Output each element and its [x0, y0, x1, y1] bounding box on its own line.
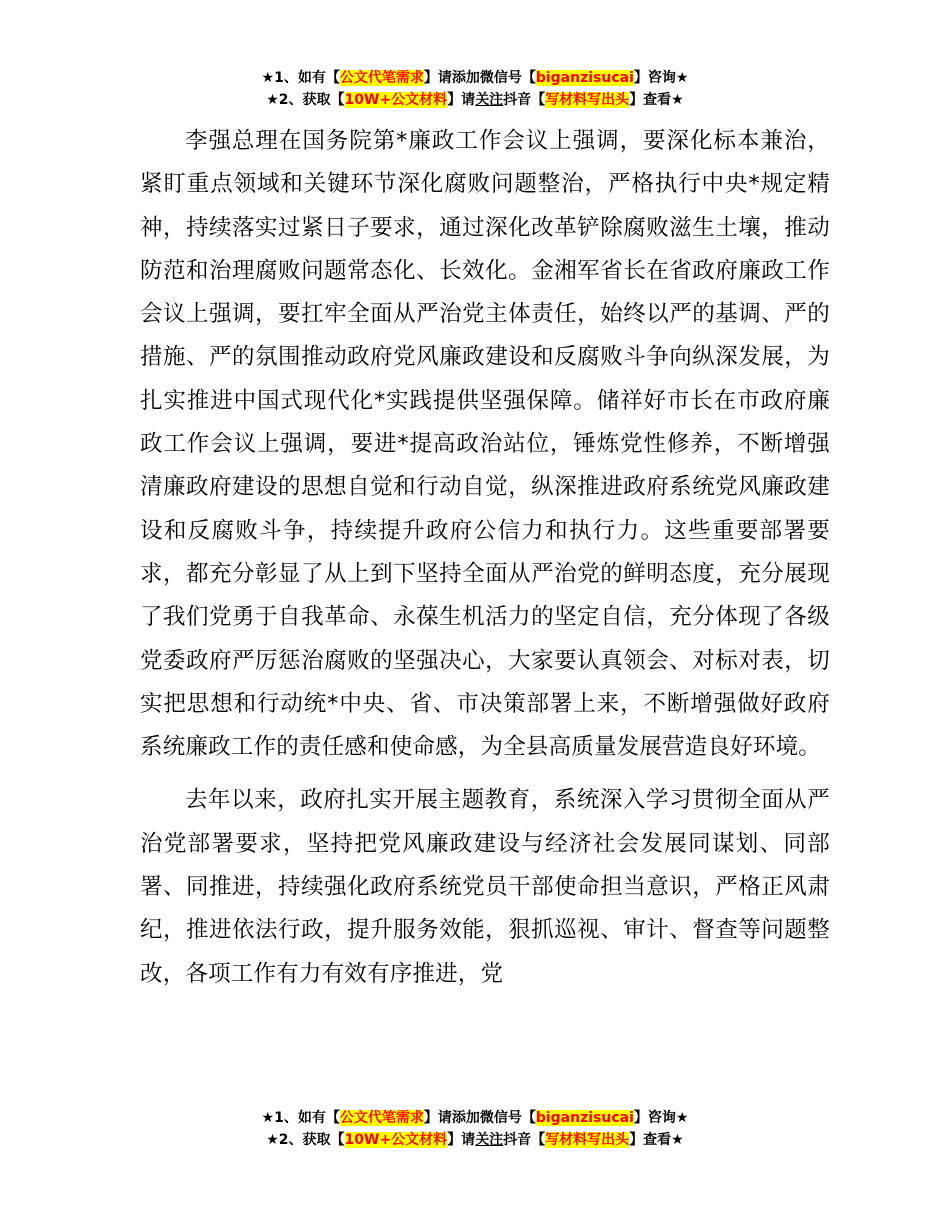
promo-highlight: 公文代笔需求: [339, 1110, 424, 1126]
douyin-account-highlight: 写材料写出头: [545, 1132, 630, 1148]
wechat-id-highlight: biganzisucai: [535, 70, 634, 86]
follow-underlined-text: 关注: [475, 92, 504, 108]
promo-line-1: ★1、如有【公文代笔需求】请添加微信号【biganzisucai】咨询★: [261, 70, 689, 86]
header-promo-banner: [0, 67, 950, 111]
document-body: [140, 120, 830, 996]
promo-line-2: ★2、获取【10W+公文材料】请关注抖音【写材料写出头】查看★: [266, 92, 684, 108]
follow-underlined-text: 关注: [475, 1132, 504, 1148]
wechat-id-highlight: biganzisucai: [535, 1110, 634, 1126]
promo-highlight: 10W+公文材料: [344, 1132, 448, 1148]
paragraph-2: 去年以来，政府扎实开展主题教育，系统深入学习贯彻全面从严治党部署要求，坚持把党风廉政建设与经济社会发展同谋划、同部署、同推进，持续强化政府系统党员干部使命担当意识，严格正风肃纪，推进依法行政，提升服务效能，狠抓巡视、审计、督查等问题整改，各项工作有力有效有序推进，党: [140, 787, 830, 987]
douyin-account-highlight: 写材料写出头: [545, 92, 630, 108]
promo-line-1: ★1、如有【公文代笔需求】请添加微信号【biganzisucai】咨询★: [261, 1110, 689, 1126]
paragraph-1: 李强总理在国务院第*廉政工作会议上强调，要深化标本兼治，紧盯重点领域和关键环节深化腐败问题整治，严格执行中央*规定精神，持续落实过紧日子要求，通过深化改革铲除腐败滋生土壤，推动防范和治理腐败问题常态化、长效化。金湘军省长在省政府廉政工作会议上强调，要扛牢全面从严治党主体责任，始终以严的基调、严的措施、严的氛围推动政府党风廉政建设和反腐败斗争向纵深发展，为扎实推进中国式现代化*实践提供坚强保障。储祥好市长在市政府廉政工作会议上强调，要进*提高政治站位，锤炼党性修养，不断增强清廉政府建设的思想自觉和行动自觉，纵深推进政府系统党风廉政建设和反腐败斗争，持续提升政府公信力和执行力。这些重要部署要求，都充分彰显了从上到下坚持全面从严治党的鲜明态度，充分展现了我们党勇于自我革命、永葆生机活力的坚定自信，充分体现了各级党委政府严厉惩治腐败的坚强决心，大家要认真领会、对标对表，切实把思想和行动统*中央、省、市决策部署上来，不断增强做好政府系统廉政工作的责任感和使命感，为全县高质量发展营造良好环境。: [140, 128, 830, 761]
promo-line-2: ★2、获取【10W+公文材料】请关注抖音【写材料写出头】查看★: [266, 1132, 684, 1148]
promo-highlight: 10W+公文材料: [344, 92, 448, 108]
promo-highlight: 公文代笔需求: [339, 70, 424, 86]
footer-promo-banner: [0, 1107, 950, 1151]
